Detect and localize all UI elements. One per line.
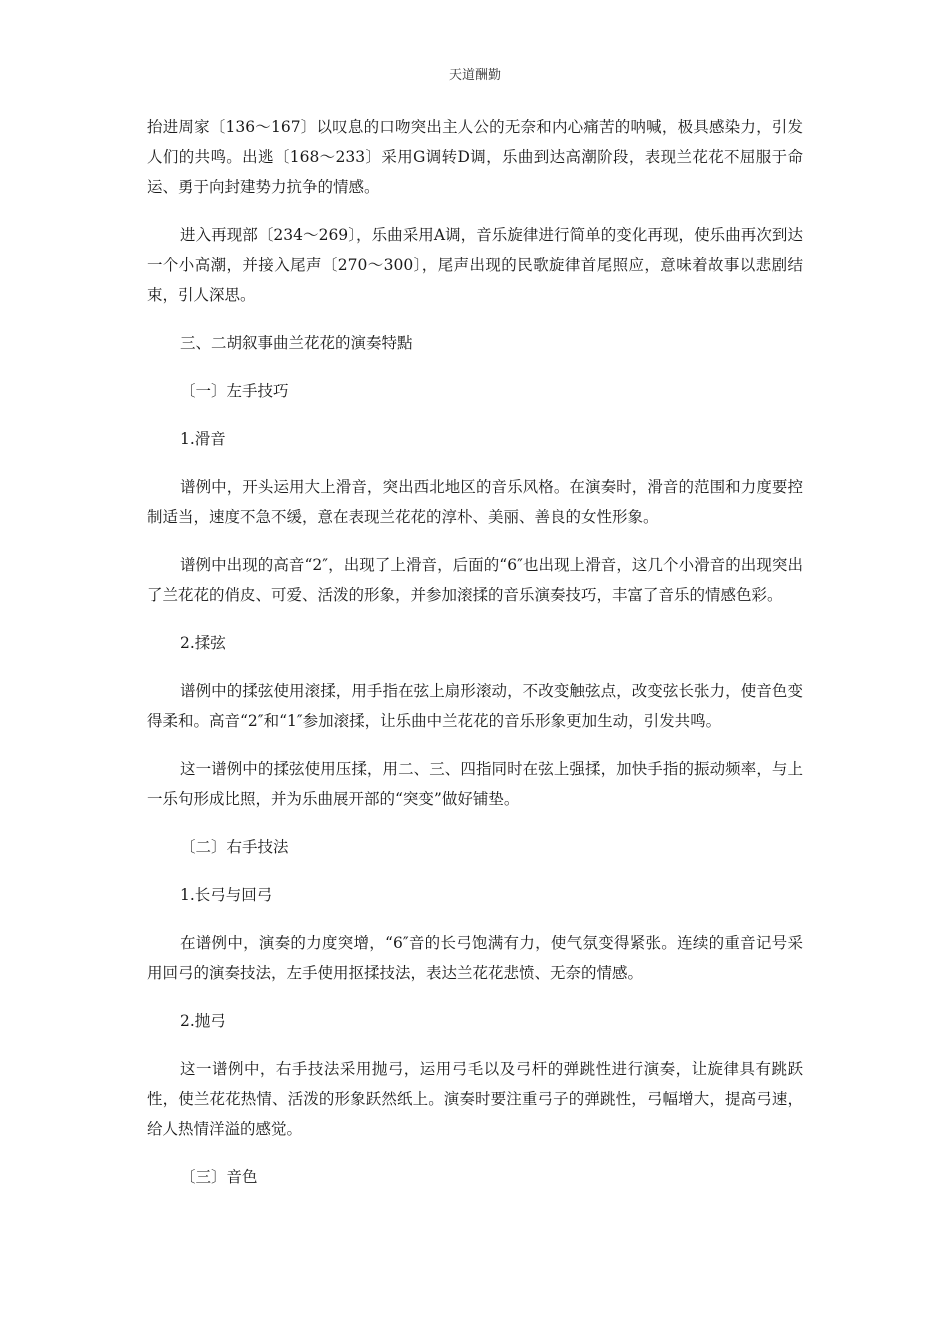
paragraph-continuation: 抬进周家〔136～167〕以叹息的口吻突出主人公的无奈和内心痛苦的呐喊，极具感染力，引发人们的共鸣。出逃〔168～233〕采用G调转D调，乐曲到达高潮阶段，表现兰花花不屈服于命运、勇于向封建势力抗争的情感。	[147, 118, 803, 196]
subsection-heading-timbre: 〔三〕音色	[180, 1168, 258, 1186]
paragraph-long-bow: 在谱例中，演奏的力度突增，“6″音的长弓饱满有力，使气氛变得紧张。连续的重音记号采用回弓的演奏技法，左手使用抠揉技法，表达兰花花悲愤、无奈的情感。	[147, 934, 803, 982]
item-heading-long-bow: 1.长弓与回弓	[180, 886, 273, 904]
paragraph-glissando-2: 谱例中出现的高音“2″，出现了上滑音，后面的“6″也出现上滑音，这几个小滑音的出现突出了兰花花的俏皮、可爱、活泼的形象，并参加滚揉的音乐演奏技巧，丰富了音乐的情感色彩。	[147, 556, 803, 604]
paragraph-spiccato: 这一谱例中，右手技法采用抛弓，运用弓毛以及弓杆的弹跳性进行演奏，让旋律具有跳跃性，使兰花花热情、活泼的形象跃然纸上。演奏时要注重弓子的弹跳性，弓幅增大，提高弓速，给人热情洋溢的感觉。	[147, 1060, 803, 1138]
document-body	[147, 112, 803, 1210]
paragraph-glissando-1: 谱例中，开头运用大上滑音，突出西北地区的音乐风格。在演奏时，滑音的范围和力度要控制适当，速度不急不缓，意在表现兰花花的淳朴、美丽、善良的女性形象。	[147, 478, 803, 526]
item-heading-glissando: 1.滑音	[180, 430, 226, 448]
item-heading-spiccato: 2.抛弓	[180, 1012, 226, 1030]
subsection-heading-right-hand: 〔二〕右手技法	[180, 838, 289, 856]
section-heading-3: 三、二胡叙事曲兰花花的演奏特點	[180, 334, 413, 352]
page-header: 天道酬勤	[448, 68, 501, 83]
paragraph-vibrato-2: 这一谱例中的揉弦使用压揉，用二、三、四指同时在弦上强揉，加快手指的振动频率，与上一乐句形成比照，并为乐曲展开部的“突变”做好铺垫。	[147, 760, 803, 808]
item-heading-vibrato: 2.揉弦	[180, 634, 226, 652]
paragraph-vibrato-1: 谱例中的揉弦使用滚揉，用手指在弦上扇形滚动，不改变触弦点，改变弦长张力，使音色变得柔和。高音“2″和“1″参加滚揉，让乐曲中兰花花的音乐形象更加生动，引发共鸣。	[147, 682, 803, 730]
subsection-heading-left-hand: 〔一〕左手技巧	[180, 382, 289, 400]
paragraph-recapitulation: 进入再现部〔234～269〕，乐曲采用A调，音乐旋律进行简单的变化再现，使乐曲再次到达一个小高潮，并接入尾声〔270～300〕，尾声出现的民歌旋律首尾照应，意味着故事以悲剧结束，引人深思。	[147, 226, 803, 304]
